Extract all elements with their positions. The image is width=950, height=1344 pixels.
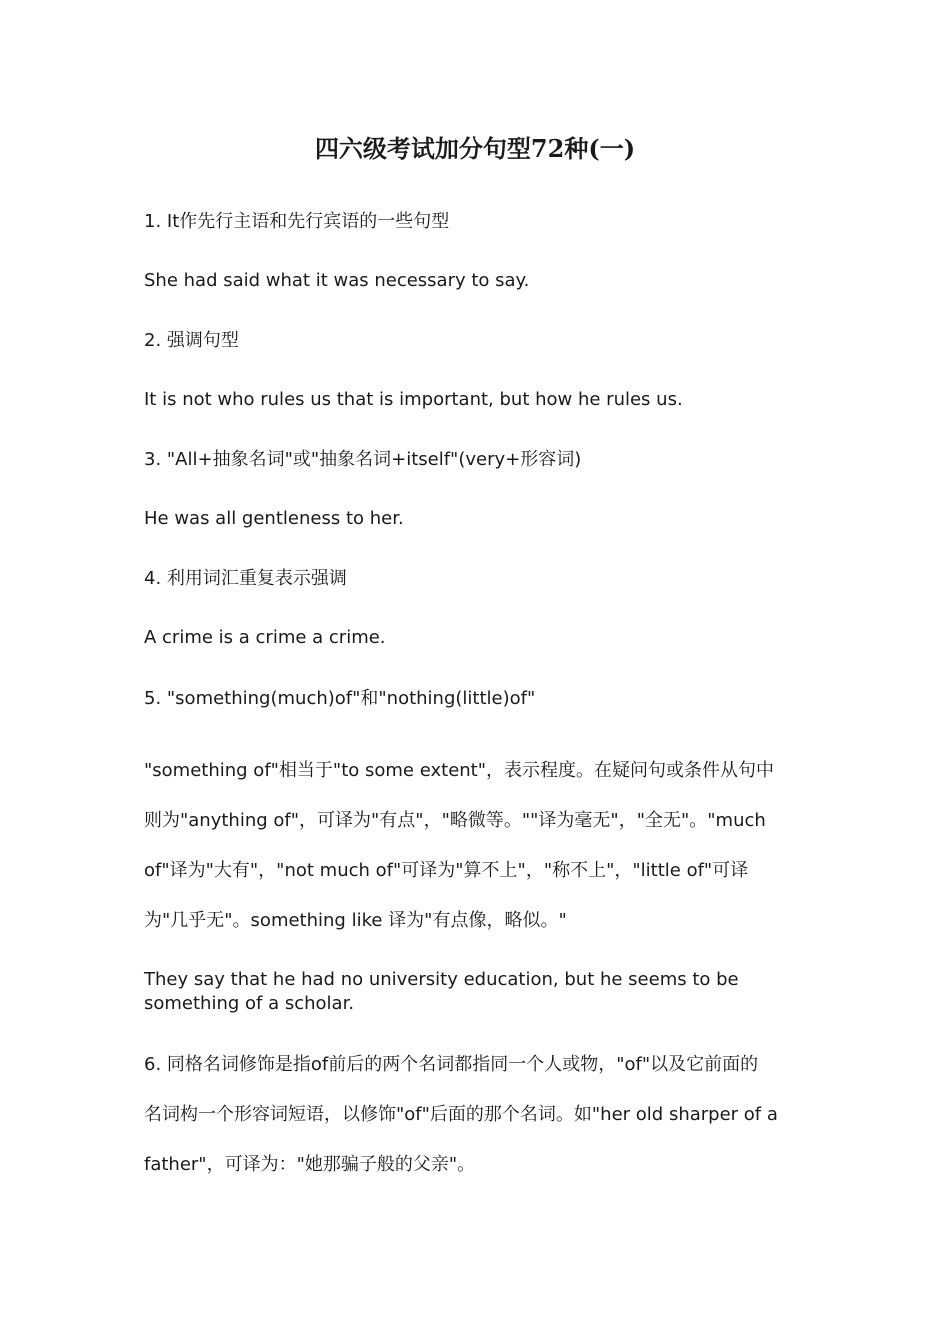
item-5-example-line: They say that he had no university education, but he seems to be [144,969,739,990]
item-5-explanation-line: of"译为"大有"，"not much of"可译为"算不上"，"称不上"，"little of"可译 [144,860,749,881]
item-1-example: She had said what it was necessary to say. [144,270,530,291]
item-6-heading-line: 6. 同格名词修饰是指of前后的两个名词都指同一个人或物，"of"以及它前面的 [144,1054,759,1075]
item-4-heading: 4. 利用词汇重复表示强调 [144,568,347,589]
document-title: 四六级考试加分句型72种(一) [314,134,636,163]
item-5-explanation-line: "something of"相当于"to some extent"，表示程度。在疑问句或条件从句中 [144,760,775,781]
item-3-heading: 3. "All+抽象名词"或"抽象名词+itself"(very+形容词) [144,449,582,470]
item-1-heading: 1. It作先行主语和先行宾语的一些句型 [144,211,450,232]
item-2-heading: 2. 强调句型 [144,330,239,351]
item-6-heading-line: father"，可译为："她那骗子般的父亲"。 [144,1154,476,1175]
item-5-explanation-line: 为"几乎无"。something like 译为"有点像，略似。" [144,910,567,931]
item-5-explanation-line: 则为"anything of"，可译为"有点"，"略微等。""译为毫无"，"全无"。"much [144,810,766,831]
item-3-example: He was all gentleness to her. [144,508,404,529]
item-5-example-line: something of a scholar. [144,993,355,1014]
item-2-example: It is not who rules us that is important, but how he rules us. [144,389,683,410]
item-4-example: A crime is a crime a crime. [144,627,386,648]
item-6-heading-line: 名词构一个形容词短语，以修饰"of"后面的那个名词。如"her old sharper of a [144,1104,778,1125]
item-5-heading: 5. "something(much)of"和"nothing(little)of" [144,688,536,709]
